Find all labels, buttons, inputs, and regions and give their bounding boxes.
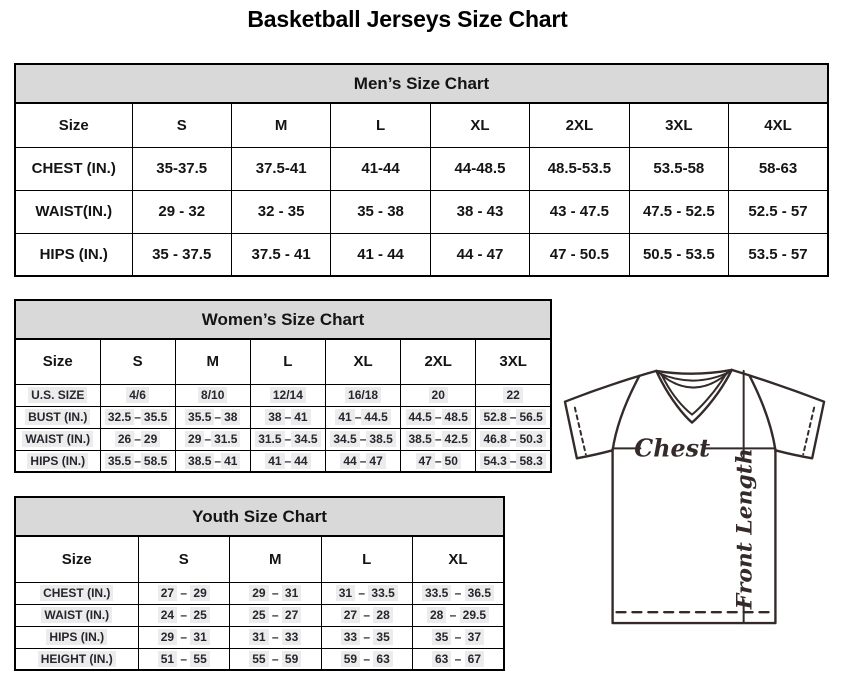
- size-column-header: 3XL: [476, 339, 551, 384]
- highlighted-text: 26: [115, 431, 134, 447]
- measurement-value: 29 – 31.5: [175, 428, 250, 450]
- jersey-measurement-diagram: [556, 361, 834, 633]
- highlighted-text: 63: [432, 651, 451, 667]
- measurement-row: [15, 384, 551, 406]
- highlighted-text: 27: [282, 607, 301, 623]
- measurement-row: [15, 147, 828, 190]
- measurement-value: 41 – 44.5: [325, 406, 400, 428]
- highlighted-text: 35: [373, 629, 392, 645]
- measurement-value: 35 - 37.5: [132, 233, 231, 276]
- highlighted-text: 50.3: [516, 431, 545, 447]
- size-header-row: [15, 339, 551, 384]
- highlighted-text: 44.5: [361, 409, 390, 425]
- mens-size-table: [14, 63, 829, 277]
- highlighted-text: 12/14: [270, 387, 306, 403]
- measurement-value: 26 – 29: [100, 428, 175, 450]
- measurement-value: 44 - 47: [430, 233, 529, 276]
- size-column-header: Size: [15, 103, 132, 147]
- row-label: [15, 604, 138, 626]
- measurement-value: 44-48.5: [430, 147, 529, 190]
- row-label: [15, 384, 100, 406]
- highlighted-text: 52.8: [480, 409, 509, 425]
- highlighted-text: 28: [427, 607, 446, 623]
- measurement-row: [15, 582, 504, 604]
- measurement-value: 54.3 – 58.3: [476, 450, 551, 472]
- size-header-row: [15, 536, 504, 582]
- measurement-row: [15, 428, 551, 450]
- measurement-value: 51 – 55: [138, 648, 230, 670]
- highlighted-text: CHEST (IN.): [40, 585, 113, 601]
- measurement-row: [15, 190, 828, 233]
- measurement-value: 35.5 – 58.5: [100, 450, 175, 472]
- measurement-value: 32.5 – 35.5: [100, 406, 175, 428]
- row-label: HIPS (IN.): [15, 233, 132, 276]
- row-label: WAIST(IN.): [15, 190, 132, 233]
- measurement-value: 41 - 44: [331, 233, 430, 276]
- size-column-header: 4XL: [729, 103, 828, 147]
- highlighted-text: U.S. SIZE: [28, 387, 87, 403]
- measurement-value: 35 - 38: [331, 190, 430, 233]
- highlighted-text: 27: [341, 607, 360, 623]
- highlighted-text: 56.5: [516, 409, 545, 425]
- highlighted-text: 41: [291, 409, 310, 425]
- measurement-value: [325, 384, 400, 406]
- highlighted-text: 33.5: [368, 585, 397, 601]
- measurement-value: 34.5 – 38.5: [325, 428, 400, 450]
- highlighted-text: 58.3: [516, 453, 545, 469]
- highlighted-text: 41: [335, 409, 354, 425]
- measurement-value: 53.5 - 57: [729, 233, 828, 276]
- measurement-value: 38 - 43: [430, 190, 529, 233]
- highlighted-text: 41: [221, 453, 240, 469]
- size-column-header: L: [321, 536, 413, 582]
- measurement-row: [15, 233, 828, 276]
- highlighted-text: 67: [465, 651, 484, 667]
- measurement-value: [100, 384, 175, 406]
- measurement-value: 33.5 – 36.5: [413, 582, 505, 604]
- measurement-value: 52.5 - 57: [729, 190, 828, 233]
- measurement-value: 58-63: [729, 147, 828, 190]
- highlighted-text: 54.3: [480, 453, 509, 469]
- highlighted-text: 28: [373, 607, 392, 623]
- highlighted-text: WAIST (IN.): [22, 431, 93, 447]
- measurement-value: 31.5 – 34.5: [250, 428, 325, 450]
- highlighted-text: 31.5: [255, 431, 284, 447]
- highlighted-text: 36.5: [465, 585, 494, 601]
- table-caption: Men’s Size Chart: [15, 64, 828, 103]
- highlighted-text: WAIST (IN.): [41, 607, 112, 623]
- table-caption: Youth Size Chart: [15, 497, 504, 536]
- measurement-value: 31 – 33.5: [321, 582, 413, 604]
- highlighted-text: 46.8: [480, 431, 509, 447]
- chest-label: Chest: [634, 434, 711, 463]
- row-label: [15, 582, 138, 604]
- measurement-value: 41 – 44: [250, 450, 325, 472]
- size-column-header: M: [175, 339, 250, 384]
- highlighted-text: 47: [416, 453, 435, 469]
- highlighted-text: 47: [366, 453, 385, 469]
- size-column-header: XL: [325, 339, 400, 384]
- size-column-header: 2XL: [530, 103, 629, 147]
- measurement-value: 47 – 50: [401, 450, 476, 472]
- highlighted-text: 38: [265, 409, 284, 425]
- measurement-value: 50.5 - 53.5: [629, 233, 728, 276]
- highlighted-text: 31.5: [211, 431, 240, 447]
- front-length-label: Front Length: [731, 448, 758, 610]
- highlighted-text: 29: [249, 585, 268, 601]
- measurement-row: [15, 450, 551, 472]
- size-column-header: Size: [15, 339, 100, 384]
- measurement-value: 35 – 37: [413, 626, 505, 648]
- highlighted-text: 27: [158, 585, 177, 601]
- measurement-value: 38.5 – 41: [175, 450, 250, 472]
- row-label: [15, 450, 100, 472]
- highlighted-text: 35.5: [105, 453, 134, 469]
- measurement-value: 31 – 33: [230, 626, 322, 648]
- highlighted-text: 38.5: [185, 453, 214, 469]
- highlighted-text: 59: [282, 651, 301, 667]
- measurement-value: 53.5-58: [629, 147, 728, 190]
- measurement-row: [15, 626, 504, 648]
- jersey-collar-top: [656, 370, 731, 374]
- jersey-diagram-svg: [556, 361, 834, 633]
- measurement-value: 33 – 35: [321, 626, 413, 648]
- highlighted-text: 38.5: [406, 431, 435, 447]
- highlighted-text: HIPS (IN.): [27, 453, 88, 469]
- highlighted-text: 63: [373, 651, 392, 667]
- womens-size-table: [14, 299, 552, 473]
- measurement-row: [15, 406, 551, 428]
- measurement-value: [401, 384, 476, 406]
- highlighted-text: 44: [291, 453, 310, 469]
- highlighted-text: HIPS (IN.): [46, 629, 107, 645]
- highlighted-text: 29: [185, 431, 204, 447]
- measurement-value: [476, 384, 551, 406]
- measurement-value: 32 - 35: [231, 190, 330, 233]
- measurement-value: 35-37.5: [132, 147, 231, 190]
- size-column-header: XL: [430, 103, 529, 147]
- highlighted-text: 29: [190, 585, 209, 601]
- caption-row: [15, 497, 504, 536]
- highlighted-text: 32.5: [105, 409, 134, 425]
- size-column-header: 2XL: [401, 339, 476, 384]
- measurement-value: 63 – 67: [413, 648, 505, 670]
- highlighted-text: 38.5: [366, 431, 395, 447]
- size-column-header: S: [100, 339, 175, 384]
- size-column-header: S: [138, 536, 230, 582]
- size-column-header: Size: [15, 536, 138, 582]
- measurement-value: 29 - 32: [132, 190, 231, 233]
- measurement-value: 55 – 59: [230, 648, 322, 670]
- measurement-row: [15, 648, 504, 670]
- measurement-value: 29 – 31: [138, 626, 230, 648]
- highlighted-text: 33.5: [422, 585, 451, 601]
- highlighted-text: 50: [442, 453, 461, 469]
- highlighted-text: 22: [503, 387, 522, 403]
- jersey-armhole-seam-right: [750, 376, 776, 450]
- measurement-value: 29 – 31: [230, 582, 322, 604]
- measurement-value: 25 – 27: [230, 604, 322, 626]
- measurement-value: 35.5 – 38: [175, 406, 250, 428]
- size-column-header: M: [230, 536, 322, 582]
- page-title: Basketball Jerseys Size Chart: [247, 6, 568, 32]
- measurement-value: 38.5 – 42.5: [401, 428, 476, 450]
- measurement-row: [15, 604, 504, 626]
- highlighted-text: 55: [190, 651, 209, 667]
- highlighted-text: 8/10: [198, 387, 227, 403]
- highlighted-text: 44.5: [406, 409, 435, 425]
- measurement-value: 44 – 47: [325, 450, 400, 472]
- youth-size-table: [14, 496, 505, 671]
- jersey-outline: [565, 370, 824, 623]
- highlighted-text: 31: [282, 585, 301, 601]
- measurement-value: 48.5-53.5: [530, 147, 629, 190]
- highlighted-text: 35.5: [185, 409, 214, 425]
- measurement-value: 38 – 41: [250, 406, 325, 428]
- highlighted-text: 35: [432, 629, 451, 645]
- highlighted-text: 37: [465, 629, 484, 645]
- row-label: CHEST (IN.): [15, 147, 132, 190]
- size-header-row: [15, 103, 828, 147]
- highlighted-text: 58.5: [141, 453, 170, 469]
- row-label: [15, 648, 138, 670]
- measurement-value: [250, 384, 325, 406]
- highlighted-text: 24: [158, 607, 177, 623]
- highlighted-text: 29: [141, 431, 160, 447]
- size-column-header: XL: [413, 536, 505, 582]
- measurement-value: 37.5 - 41: [231, 233, 330, 276]
- highlighted-text: 33: [282, 629, 301, 645]
- highlighted-text: HEIGHT (IN.): [38, 651, 116, 667]
- table-caption: Women’s Size Chart: [15, 300, 551, 339]
- caption-row: [15, 300, 551, 339]
- highlighted-text: 16/18: [345, 387, 381, 403]
- highlighted-text: 34.5: [330, 431, 359, 447]
- size-column-header: L: [250, 339, 325, 384]
- highlighted-text: 34.5: [291, 431, 320, 447]
- highlighted-text: 51: [158, 651, 177, 667]
- row-label: [15, 406, 100, 428]
- highlighted-text: 31: [249, 629, 268, 645]
- highlighted-text: 33: [341, 629, 360, 645]
- highlighted-text: 38: [221, 409, 240, 425]
- highlighted-text: 42.5: [442, 431, 471, 447]
- caption-row: [15, 64, 828, 103]
- measurement-value: 28 – 29.5: [413, 604, 505, 626]
- highlighted-text: 41: [265, 453, 284, 469]
- measurement-value: 43 - 47.5: [530, 190, 629, 233]
- highlighted-text: 31: [190, 629, 209, 645]
- measurement-value: 24 – 25: [138, 604, 230, 626]
- highlighted-text: 44: [340, 453, 359, 469]
- measurement-value: 59 – 63: [321, 648, 413, 670]
- highlighted-text: 31: [336, 585, 355, 601]
- highlighted-text: 29.5: [460, 607, 489, 623]
- size-column-header: M: [231, 103, 330, 147]
- highlighted-text: 35.5: [141, 409, 170, 425]
- measurement-value: 52.8 – 56.5: [476, 406, 551, 428]
- measurement-value: 47 - 50.5: [530, 233, 629, 276]
- highlighted-text: 48.5: [442, 409, 471, 425]
- size-column-header: S: [132, 103, 231, 147]
- size-column-header: 3XL: [629, 103, 728, 147]
- jersey-cuff-dash-right: [803, 408, 814, 455]
- measurement-value: 44.5 – 48.5: [401, 406, 476, 428]
- highlighted-text: 55: [249, 651, 268, 667]
- highlighted-text: 4/6: [126, 387, 149, 403]
- highlighted-text: 29: [158, 629, 177, 645]
- measurement-value: 47.5 - 52.5: [629, 190, 728, 233]
- highlighted-text: 20: [429, 387, 448, 403]
- measurement-value: 37.5-41: [231, 147, 330, 190]
- highlighted-text: 25: [249, 607, 268, 623]
- measurement-value: 41-44: [331, 147, 430, 190]
- measurement-value: [175, 384, 250, 406]
- highlighted-text: 59: [341, 651, 360, 667]
- measurement-value: 27 – 29: [138, 582, 230, 604]
- jersey-cuff-dash-left: [575, 408, 586, 455]
- measurement-value: 27 – 28: [321, 604, 413, 626]
- highlighted-text: 25: [190, 607, 209, 623]
- row-label: [15, 626, 138, 648]
- size-column-header: L: [331, 103, 430, 147]
- measurement-value: 46.8 – 50.3: [476, 428, 551, 450]
- highlighted-text: BUST (IN.): [25, 409, 90, 425]
- row-label: [15, 428, 100, 450]
